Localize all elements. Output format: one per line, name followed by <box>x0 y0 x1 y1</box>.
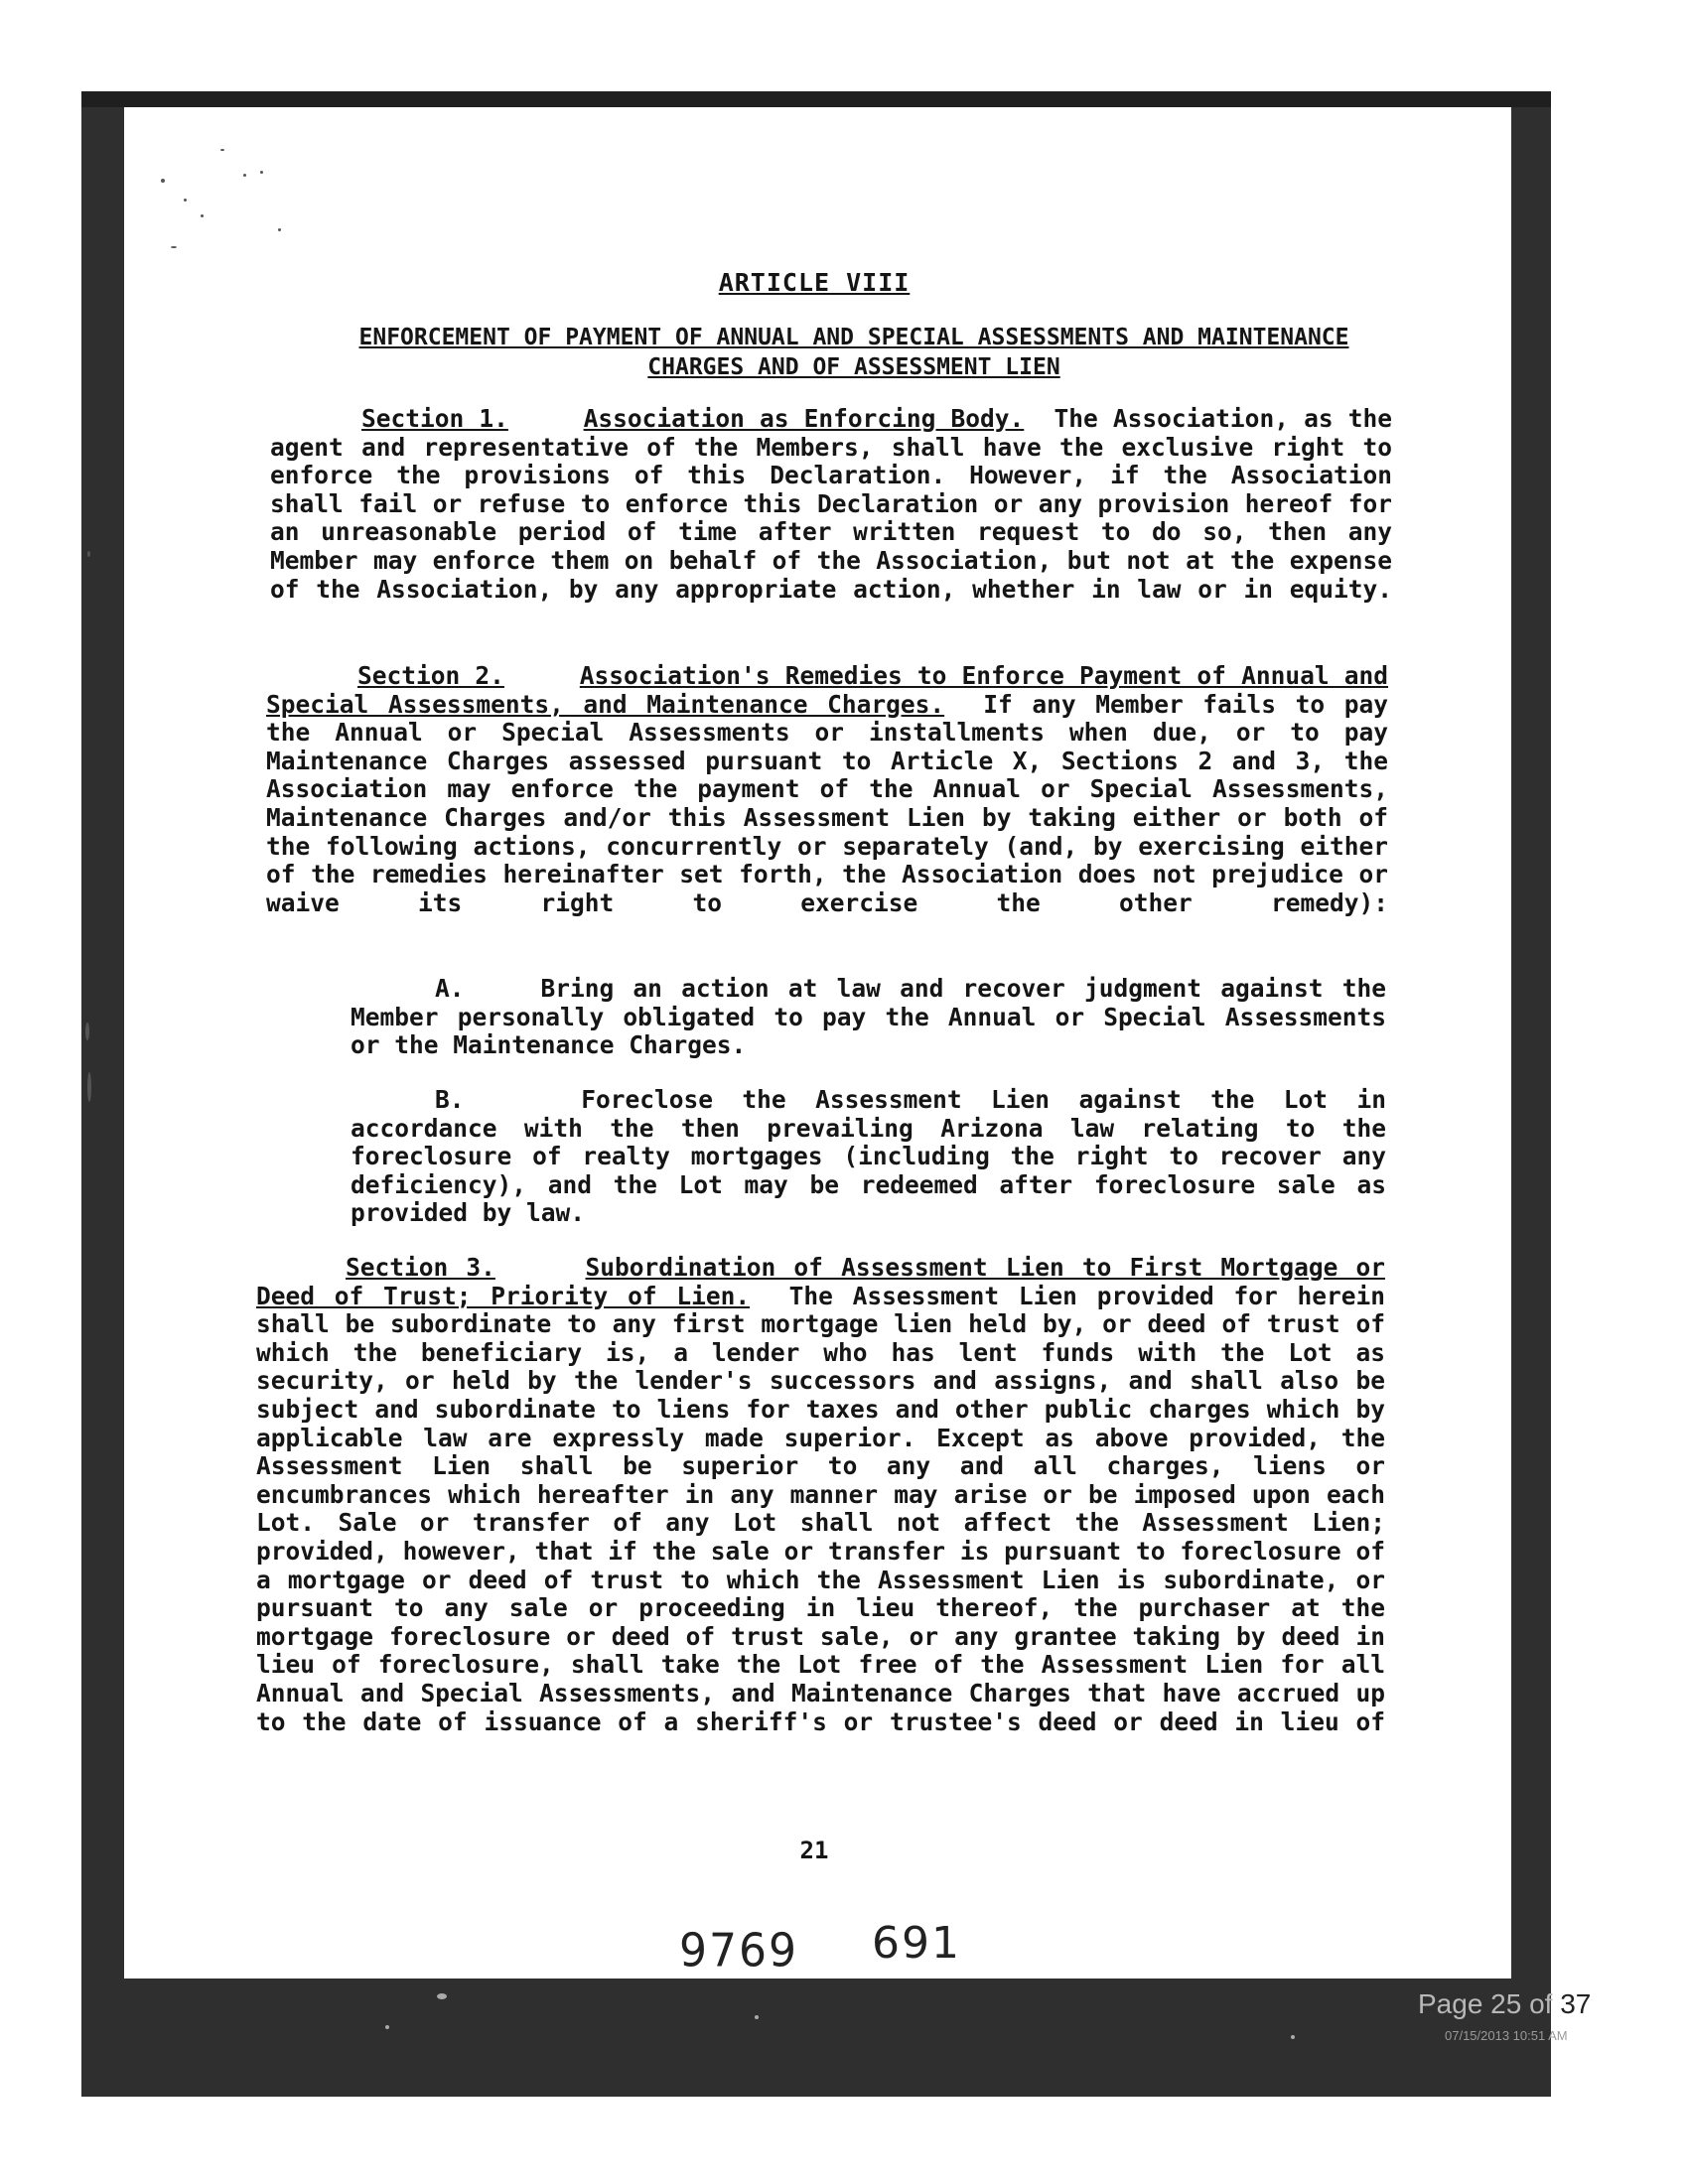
section-2-title: Association's Remedies to Enforce Payment of Annual and Special Assessments, and Maintenance Charges. <box>266 661 1388 719</box>
page-indicator-total: 37 <box>1560 1988 1592 2019</box>
viewer-timestamp: 07/15/2013 10:51 AM <box>1445 2028 1568 2043</box>
item-b-marker: B. <box>435 1085 465 1114</box>
section-2-body: If any Member fails to pay the Annual or Special Assessments or installments when due, or to pay Maintenance Charges assessed pursuant to Article X, Sections 2 and 3, the Association may enforce the payment of the Annual or Special Assessments, Maintenance Charges and/or this Assessment Lien by taking either or both of the following actions, concurrently or separately (and, by exercising either of the remedies hereinafter set forth, the Association does not prejudice or waive its right to exercise the other remedy): <box>266 689 1388 917</box>
section-1 <box>270 405 1392 604</box>
scan-speck <box>87 1072 91 1102</box>
page-number: 21 <box>799 1837 829 1864</box>
section-2-item-b <box>351 1086 1386 1228</box>
scan-speck <box>1291 2035 1295 2039</box>
scan-speck <box>385 2025 389 2029</box>
scan-speck <box>184 199 187 202</box>
scan-speck <box>243 174 246 177</box>
section-3-body: The Assessment Lien provided for herein shall be subordinate to any first mortgage lien held by, or deed of trust of which the beneficiary is, a lender who has lent funds with the Lot as security, or held by the lender's successors and assigns, and shall also be subject and subordinate to liens for taxes and other public charges which by applicable law are expressly made superior. Except as above provided, the Assessment Lien shall be superior to any and all charges, liens or encumbrances which hereafter in any manner may arise or be imposed upon each Lot. Sale or transfer of any Lot shall not affect the Assessment Lien; provided, however, that if the sale or transfer is pursuant to foreclosure of a mortgage or deed of trust to which the Assessment Lien is subordinate, or pursuant to any sale or proceeding in lieu thereof, the purchaser at the mortgage foreclosure or deed of trust sale, or any grantee taking by deed in lieu of foreclosure, shall take the Lot free of the Assessment Lien for all Annual and Special Assessments, and Maintenance Charges that have accrued up to the date of issuance of a sheriff's or trustee's deed or deed in lieu of <box>256 1281 1385 1736</box>
scan-speck <box>437 1993 447 1999</box>
item-b-text: Foreclose the Assessment Lien against the Lot in accordance with the then prevailing Arizona law relating to the foreclosure of realty mortgages (including the right to recover any deficiency), and the Lot may be redeemed after foreclosure sale as provided by law. <box>351 1085 1386 1228</box>
scan-speck <box>755 2015 759 2019</box>
section-2-item-a <box>351 975 1386 1060</box>
scan-speck <box>260 171 263 174</box>
scan-speck <box>201 214 204 217</box>
section-1-body: The Association, as the agent and representative of the Members, shall have the exclusive right to enforce the provisions of this Declaration. However, if the Association shall fail or refuse to enforce this Declaration or any provision hereof for an unreasonable period of time after written request to do so, then any Member may enforce them on behalf of the Association, but not at the expense of the Association, by any appropriate action, whether in law or in equity. <box>270 404 1392 604</box>
scan-speck <box>171 246 177 248</box>
scan-speck <box>278 228 281 231</box>
section-3-title: Subordination of Assessment Lien to First Mortgage or Deed of Trust; Priority of Lien. <box>256 1253 1385 1310</box>
page-indicator-label: Page 25 of <box>1418 1988 1553 2019</box>
section-3 <box>256 1254 1385 1736</box>
section-3-label: Section 3. <box>346 1253 495 1282</box>
section-2-label: Section 2. <box>357 661 504 690</box>
recording-book-number: 9769 <box>679 1924 798 1979</box>
section-2 <box>266 662 1388 917</box>
scan-speck <box>85 1023 89 1040</box>
scan-speck <box>87 551 90 557</box>
scan-speck <box>220 149 224 151</box>
recording-page-number: 691 <box>872 1918 961 1969</box>
scan-speck <box>161 179 165 183</box>
article-title: ARTICLE VIII <box>718 268 911 297</box>
item-a-text: Bring an action at law and recover judgment against the Member personally obligated to pay the Annual or Special Assessments or the Maintenance Charges. <box>351 974 1386 1060</box>
page-indicator <box>1418 1988 1591 2020</box>
section-1-title: Association as Enforcing Body. <box>583 404 1025 433</box>
section-1-label: Section 1. <box>361 404 508 433</box>
item-a-marker: A. <box>435 974 465 1003</box>
article-heading: ENFORCEMENT OF PAYMENT OF ANNUAL AND SPECIAL ASSESSMENTS AND MAINTENANCE CHARGES AND OF ASSESSMENT LIEN <box>358 325 1349 380</box>
scan-border-top <box>81 91 1551 107</box>
